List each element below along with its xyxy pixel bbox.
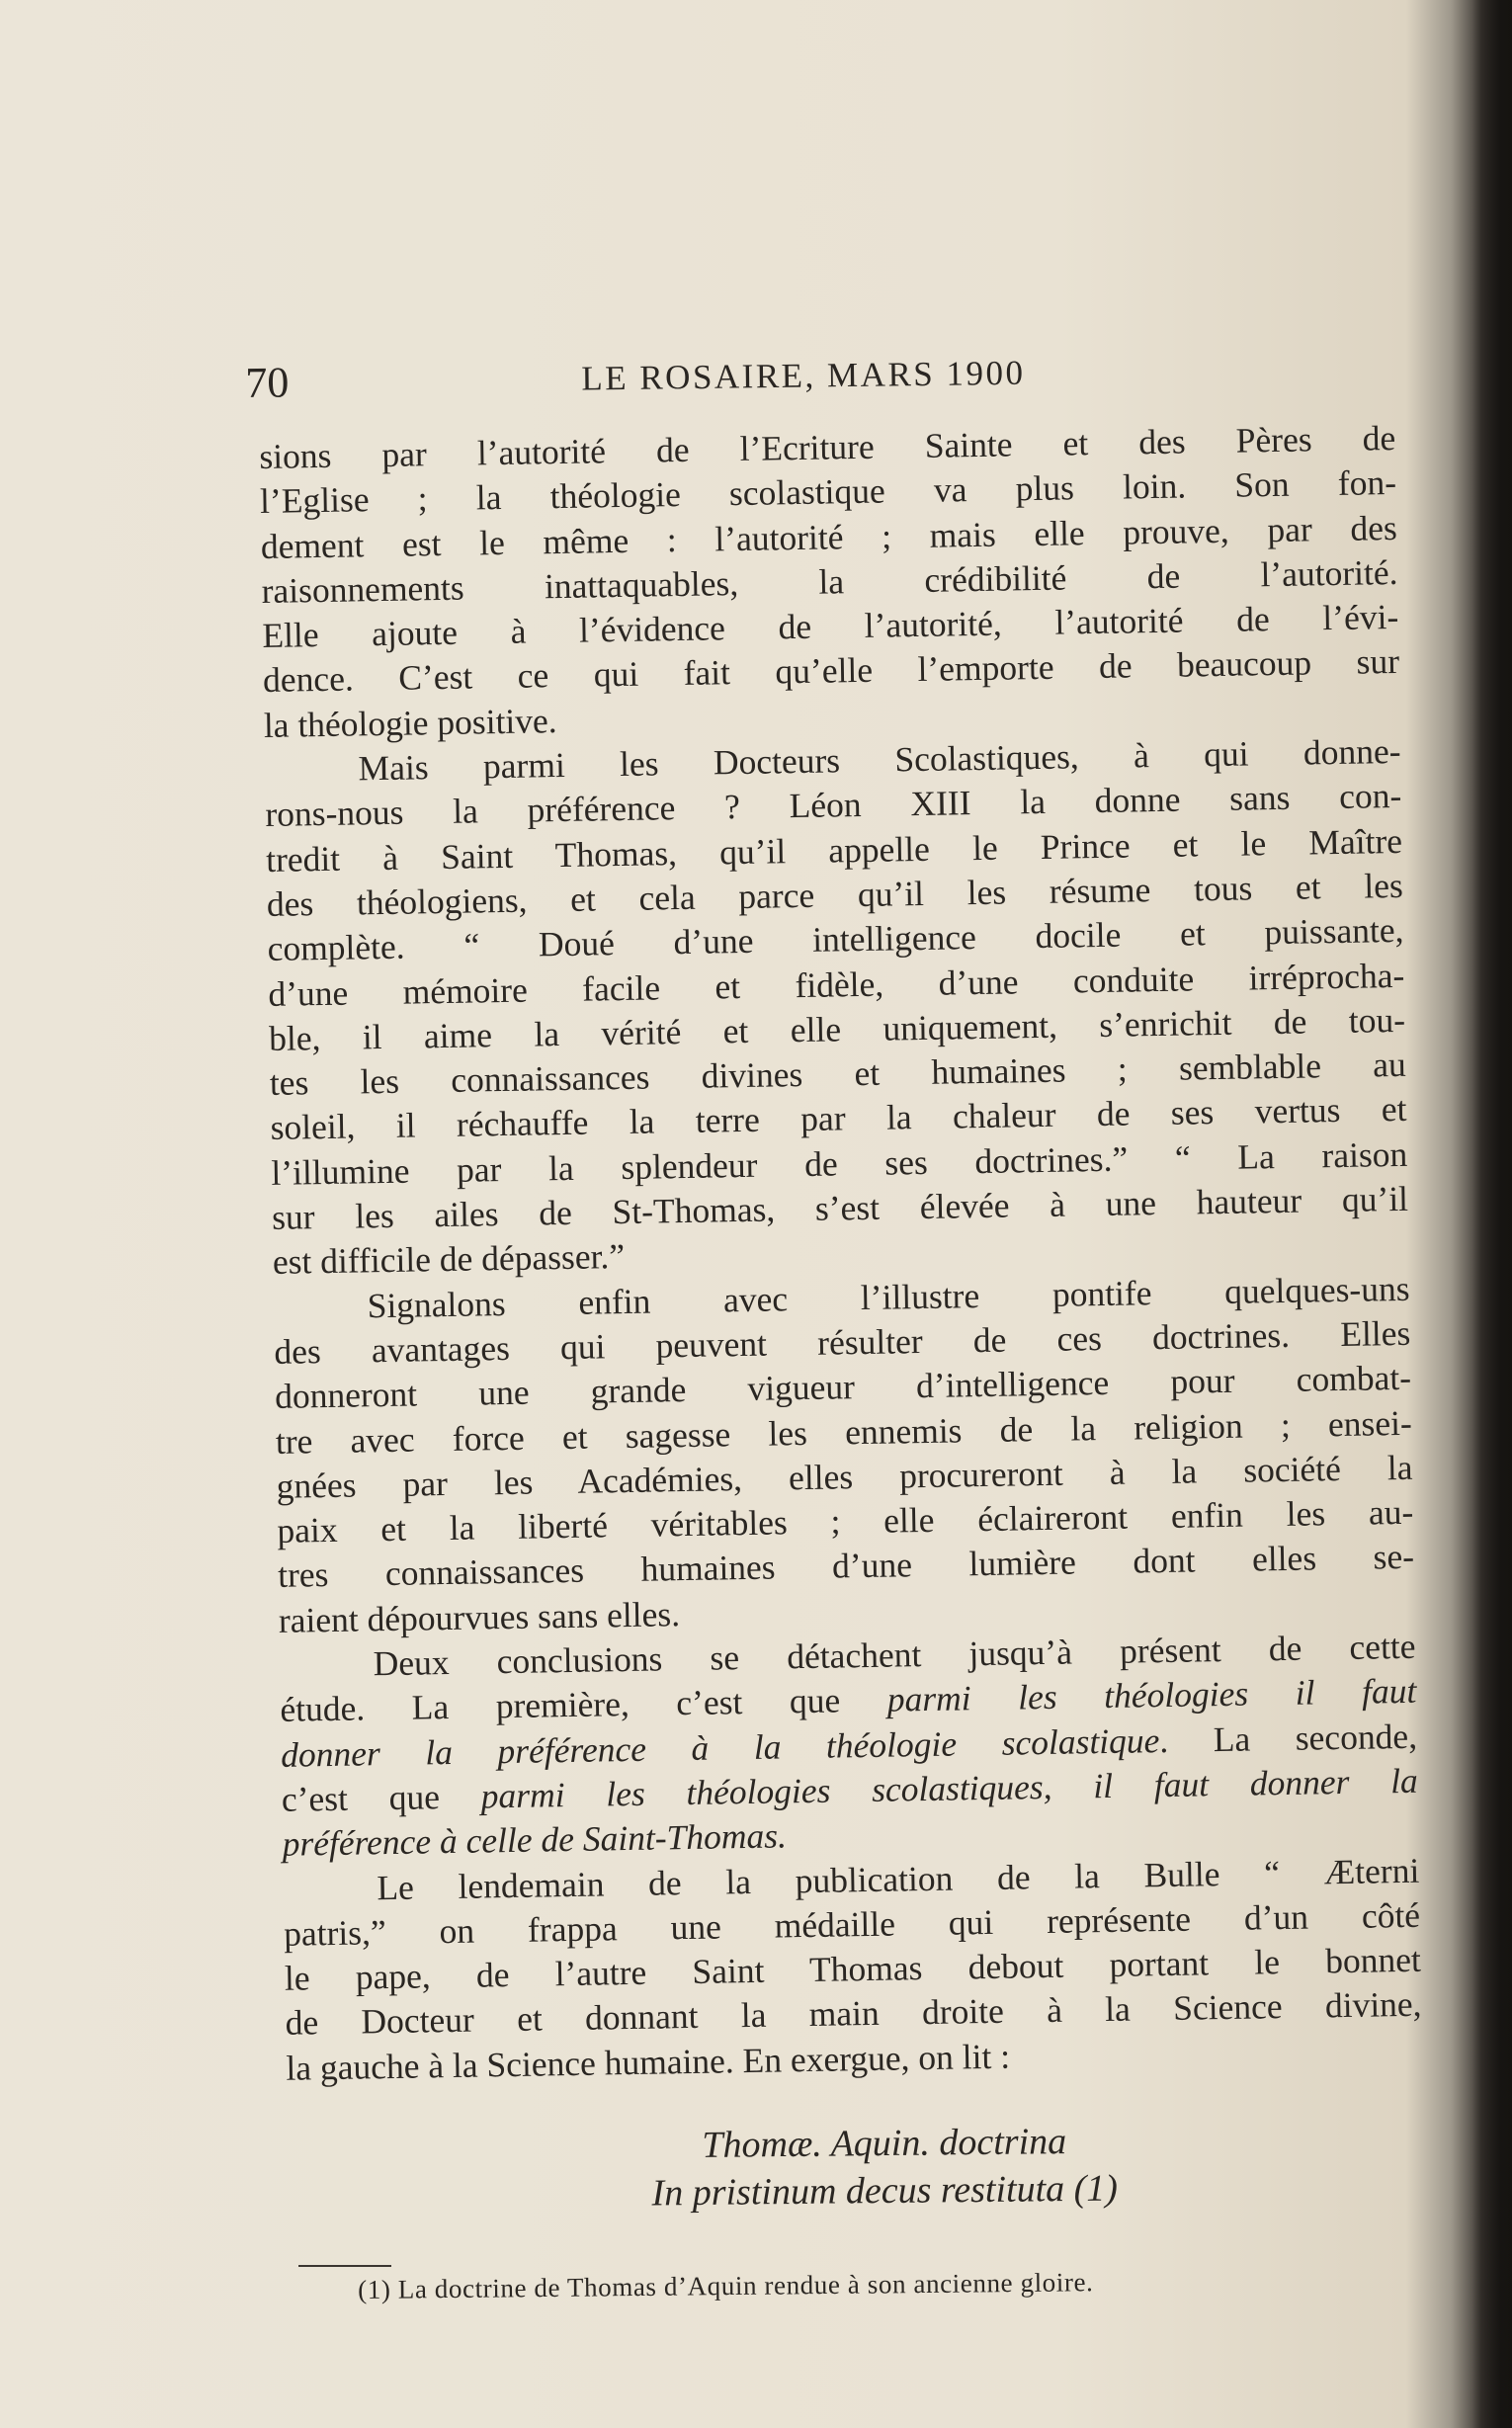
text-line: l’illumine par la splendeur de ses doctrines.” “ La raison (271, 1133, 1408, 1193)
paragraph-4 (279, 1625, 1419, 1868)
text-line: sur les ailes de St-Thomas, s’est élevée à une hauteur qu’il (271, 1178, 1409, 1237)
text-line: des avantages qui peuvent résulter de ces doctrines. Elles (274, 1312, 1411, 1372)
italic-run: parmi les théologies il faut (886, 1671, 1417, 1719)
text-line: dement est le même : l’autorité ; mais elle prouve, par des (260, 507, 1398, 566)
text-line: sions par l’autorité de l’Ecriture Sainte et des Pères de (259, 417, 1396, 476)
text-line: Le lendemain de la publication de la Bulle “ Æterni (377, 1850, 1420, 1907)
text-line: la théologie positive. (263, 700, 557, 745)
text-line: ble, il aime la vérité et elle uniquement, s’enrichit de tou- (268, 999, 1406, 1058)
text-line: Deux conclusions se détachent jusqu’à présent de cette (373, 1626, 1416, 1684)
text-line: le pape, de l’autre Saint Thomas debout portant le bonnet (284, 1939, 1422, 1998)
paragraph-1 (259, 416, 1400, 748)
text-line: raient dépourvues sans elles. (278, 1593, 681, 1640)
text-line: donneront une grande vigueur d’intelligence pour combat- (274, 1358, 1412, 1417)
paragraph-2 (264, 729, 1409, 1286)
text-line: paix et la liberté véritables ; elle éclaireront enfin les au- (277, 1491, 1414, 1550)
text-line: complète. “ Doué d’une intelligence docile et puissante, (267, 910, 1404, 969)
text-line: Mais parmi les Docteurs Scolastiques, à qui donne- (358, 730, 1401, 789)
text-line: tes les connaissances divines et humaines ; semblable au (269, 1045, 1407, 1104)
page-header (245, 343, 1392, 417)
text-line: Signalons enfin avec l’illustre pontife quelques-uns (367, 1268, 1410, 1325)
footnote: (1) La doctrine de Thomas d’Aquin rendue à son ancienne gloire. (358, 2267, 1094, 2304)
text-line: patris,” on frappa une médaille qui représente d’un côté (283, 1894, 1421, 1954)
italic-run: donner la préférence à la théologie scolastique (280, 1719, 1160, 1775)
medal-inscription (539, 2116, 1231, 2218)
text-line: la gauche à la Science humaine. En exergue, on lit : (286, 2036, 1011, 2088)
text-line: l’Eglise ; la théologie scolastique va plus loin. Son fon- (259, 462, 1397, 522)
page-edge-shadow (1472, 0, 1512, 2428)
inscription-line: In pristinum decus restituta (1) (651, 2167, 1119, 2215)
footnote-divider (298, 2265, 391, 2267)
text-line: soleil, il réchauffe la terre par la chaleur de ses vertus et (270, 1089, 1407, 1148)
text-run: c’est que (281, 1776, 482, 1819)
running-head: LE ROSAIRE, MARS 1900 (581, 353, 1026, 398)
text-line: rons-nous la préférence ? Léon XIII la donne sans con- (265, 776, 1402, 835)
text-line: de Docteur et donnant la main droite à la Science divine, (285, 1984, 1422, 2044)
text-line: des théologiens, et cela parce qu’il les résume tous et les (266, 865, 1404, 924)
text-line: gnées par les Académies, elles procureront à la société la (276, 1447, 1413, 1506)
inscription-line: Thomæ. Aquin. doctrina (702, 2121, 1067, 2166)
page-number: 70 (245, 358, 290, 407)
text-run: . La seconde, (1159, 1716, 1418, 1760)
italic-run: parmi les théologies scolastiques, il faut donner la (480, 1760, 1419, 1816)
italic-run: préférence à celle de Saint-Thomas. (282, 1815, 788, 1865)
text-line: tredit à Saint Thomas, qu’il appelle le Prince et le Maître (265, 820, 1403, 879)
text-line: tre avec force et sagesse les ennemis de la religion ; ensei- (275, 1402, 1413, 1462)
text-line: dence. C’est ce qui fait qu’elle l’emporte de beaucoup sur (262, 641, 1400, 701)
text-line: d’une mémoire facile et fidèle, d’une conduite irréprocha- (268, 955, 1405, 1014)
paragraph-3 (273, 1266, 1415, 1642)
text-line: raisonnements inattaquables, la crédibilité de l’autorité. (261, 551, 1398, 611)
text-line: est difficile de dépasser.” (272, 1236, 626, 1283)
body-text (259, 416, 1423, 2091)
text-line: tres connaissances humaines d’une lumière dont elles se- (277, 1537, 1415, 1596)
paragraph-5 (283, 1848, 1423, 2091)
text-line: Elle ajoute à l’évidence de l’autorité, l’autorité de l’évi- (262, 597, 1399, 656)
text-run: étude. La première, c’est que (280, 1679, 888, 1730)
